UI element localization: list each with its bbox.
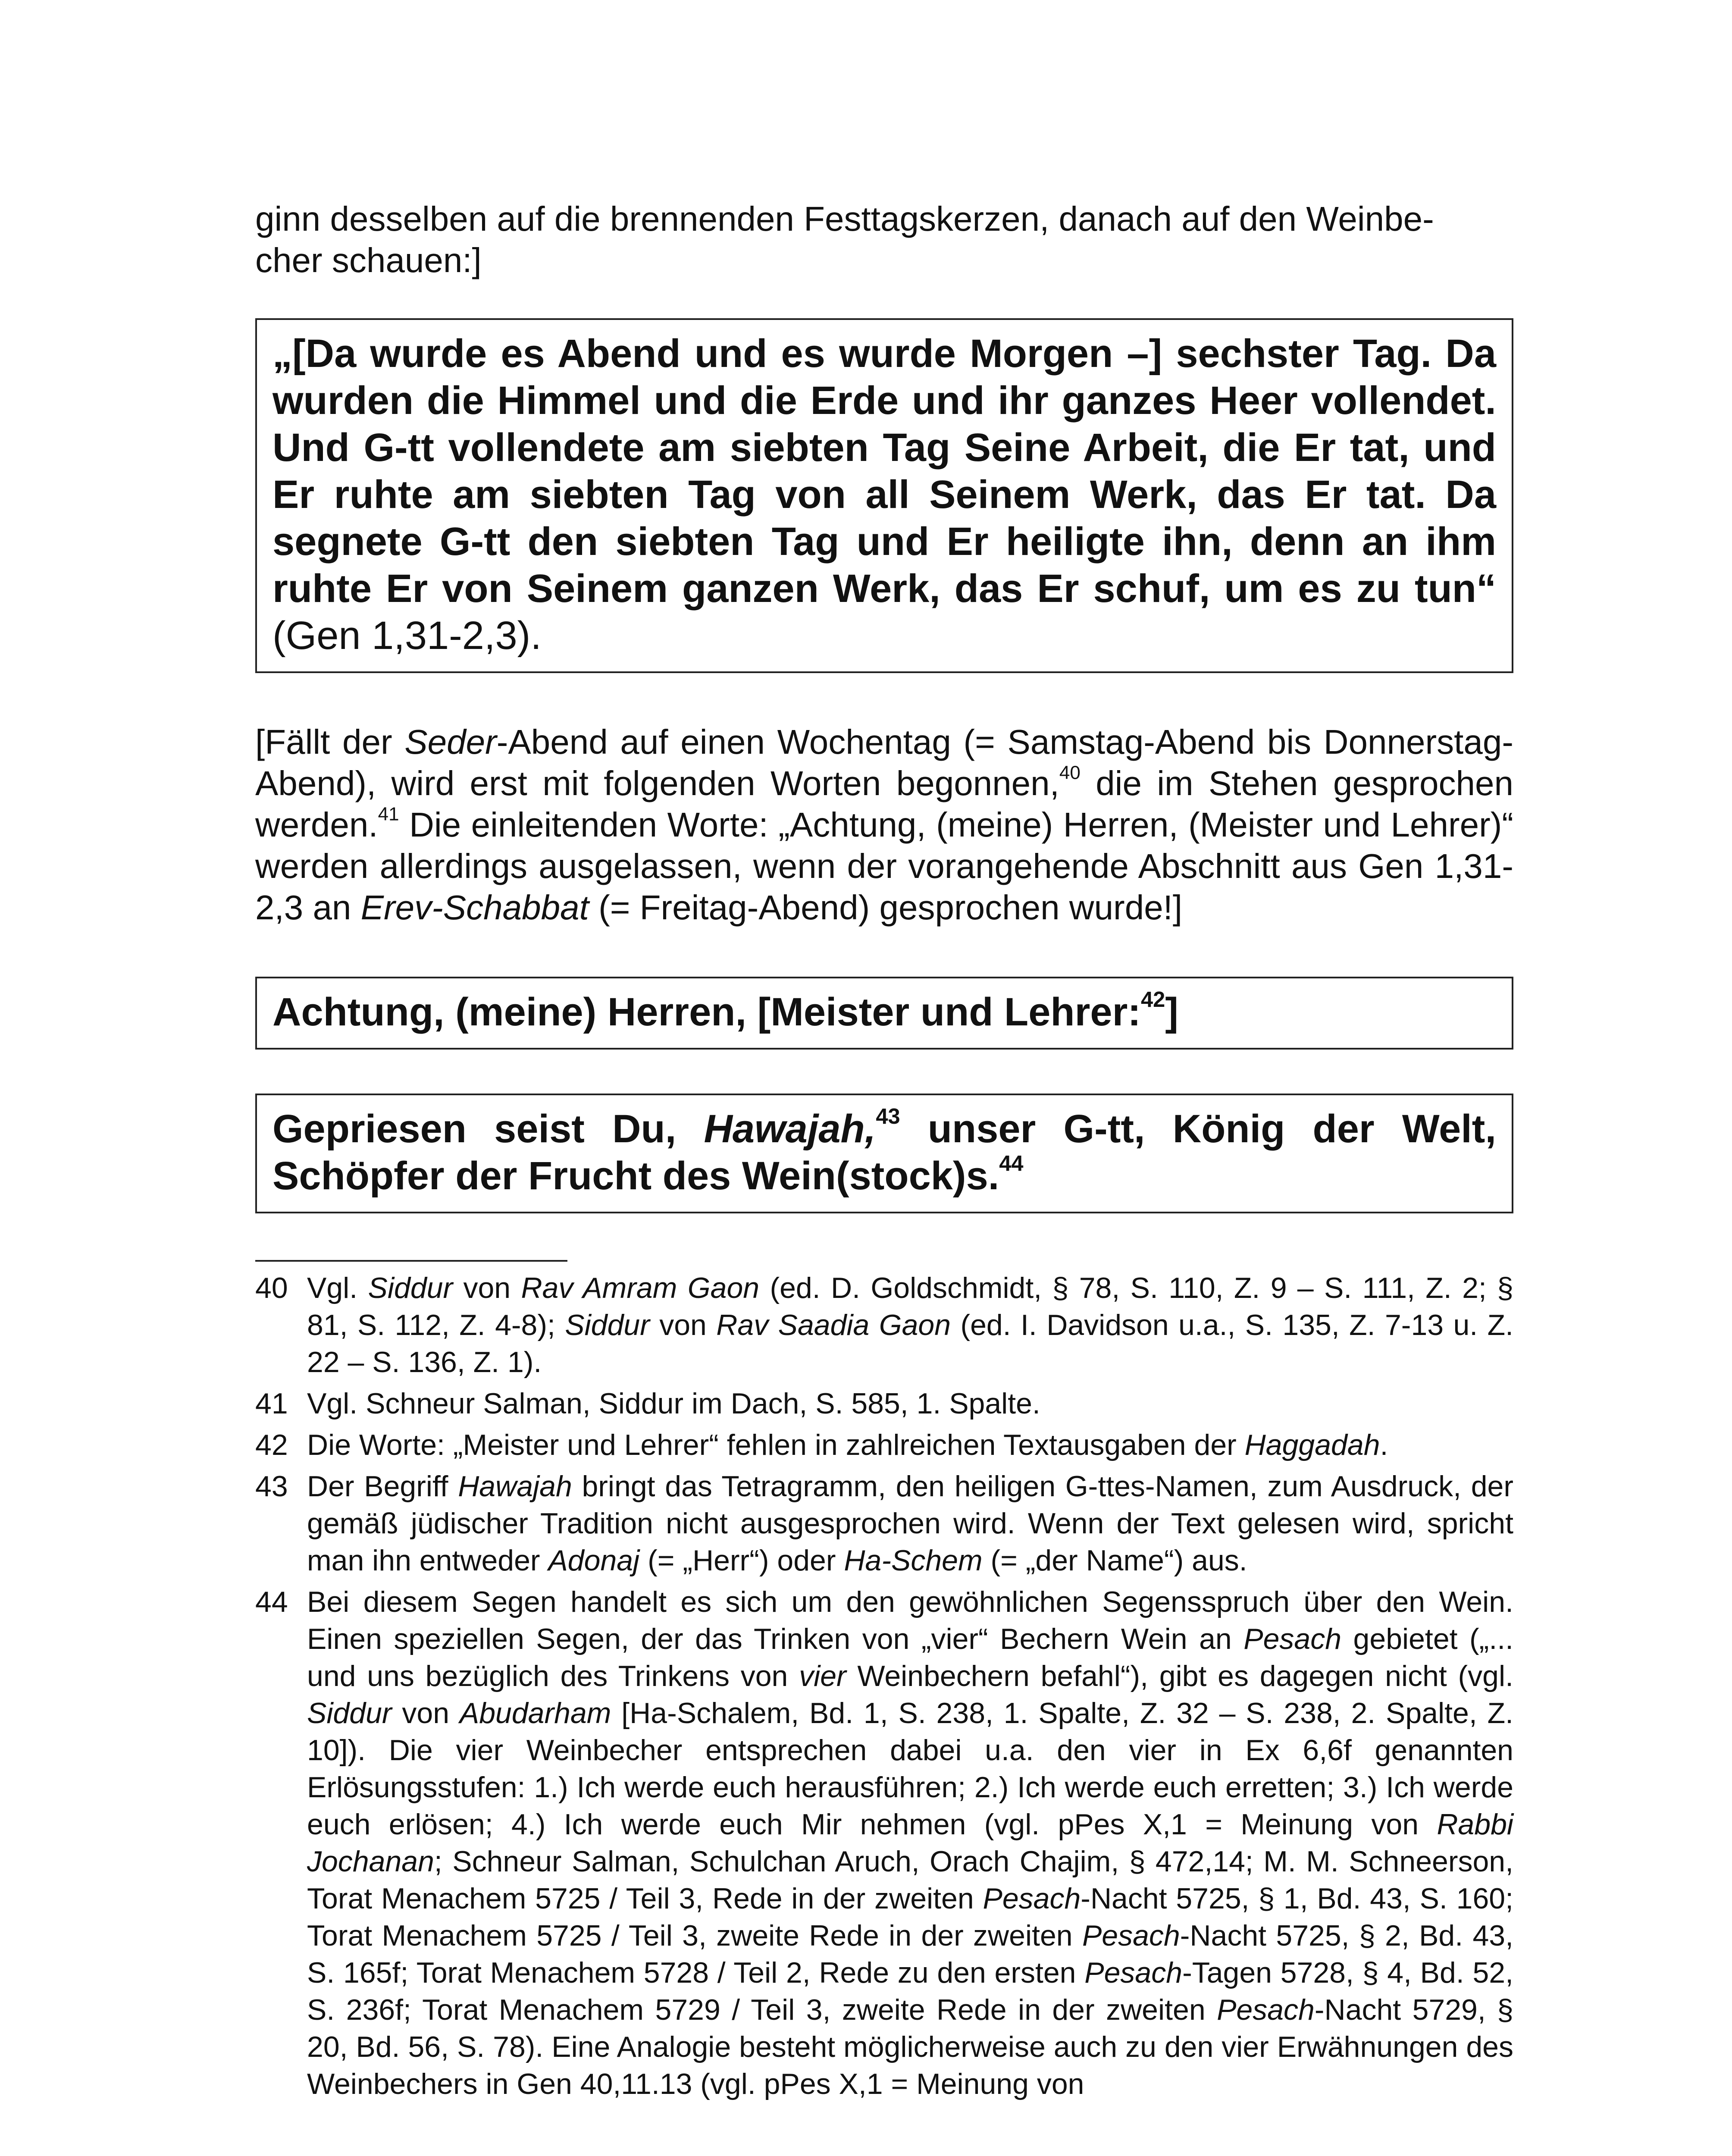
- text-run: Gepriesen seist Du,: [272, 1107, 704, 1151]
- footnote-ref-43[interactable]: 43: [876, 1104, 900, 1128]
- text-run: Achtung, (meine) Herren, [Meister und Lehrer:: [272, 990, 1141, 1034]
- term-seder: Seder: [404, 723, 497, 761]
- genesis-reference: (Gen 1,31-2,3).: [272, 614, 542, 658]
- footnote-ref-41[interactable]: 41: [378, 803, 399, 825]
- footnote-ref-42[interactable]: 42: [1141, 987, 1165, 1012]
- footnote-number: 42: [255, 1429, 288, 1461]
- footnote-43: [255, 1468, 1513, 1579]
- blessing-box: [255, 1094, 1513, 1213]
- text-run: (= Freitag-Abend) gesprochen wurde!]: [589, 888, 1183, 927]
- footnote-text: Vgl. Schneur Salman, Siddur im Dach, S. 585, 1. Spalte.: [307, 1387, 1040, 1420]
- genesis-quote-text: „[Da wurde es Abend und es wurde Morgen –] sechster Tag. Da wurden die Himmel und die Erde und ihr ganzes Heer vollendet. Und G-tt vollendete am siebten Tag Seine Arbeit, die Er tat, und Er ruhte am siebten Tag von all Seinem Werk, das Er tat. Da segnete G-tt den siebten Tag und Er heiligte ihn, denn an ihm ruhte Er von Seinem ganzen Werk, das Er schuf, um es zu tun“: [272, 332, 1496, 611]
- text-run: [Fällt der: [255, 723, 405, 761]
- genesis-quote: [272, 330, 1496, 659]
- intro-line-1: ginn desselben auf die brennenden Festtagskerzen, danach auf den Weinbe-: [255, 200, 1434, 238]
- footnote-number: 43: [255, 1470, 288, 1503]
- footnote-number: 44: [255, 1586, 288, 1618]
- page-body: [255, 198, 1513, 2107]
- footnote-number: 40: [255, 1272, 288, 1304]
- footnote-text: Vgl. Siddur von Rav Amram Gaon (ed. D. Goldschmidt, § 78, S. 110, Z. 9 – S. 111, Z. 2; § 81, S. 112, Z. 4-8); Siddur von Rav Saadia Gaon (ed. I. Davidson u.a., S. 135, Z. 7-13 u. Z. 22 – S. 136, Z. 1).: [307, 1272, 1513, 1379]
- footnote-text: Bei diesem Segen handelt es sich um den gewöhnlichen Segensspruch über den Wein. Einen speziellen Segen, der das Trinken von „vier“ Bechern Wein an Pesach gebietet („... und uns bezüglich des Trinkens von vier Weinbechern befahl“), gibt es dagegen nicht (vgl. Siddur von Abudarham [Ha-Schalem, Bd. 1, S. 238, 1. Spalte, Z. 32 – S. 238, 2. Spalte, Z. 10]). Die vier Weinbecher entsprechen dabei u.a. den vier in Ex 6,6f genannten Erlösungsstufen: 1.) Ich werde euch herausführen; 2.) Ich werde euch erretten; 3.) Ich werde euch erlösen; 4.) Ich werde euch Mir nehmen (vgl. pPes X,1 = Meinung von Rabbi Jochanan; Schneur Salman, Schulchan Aruch, Orach Chajim, § 472,14; M. M. Schneerson, Torat Menachem 5725 / Teil 3, Rede in der zweiten Pesach-Nacht 5725, § 1, Bd. 43, S. 160; Torat Menachem 5725 / Teil 3, zweite Rede in der zweiten Pesach-Nacht 5725, § 2, Bd. 43, S. 165f; Torat Menachem 5728 / Teil 2, Rede zu den ersten Pesach-Tagen 5728, § 4, Bd. 52, S. 236f; Torat Menachem 5729 / Teil 3, zweite Rede in der zweiten Pesach-Nacht 5729, § 20, Bd. 56, S. 78). Eine Analogie besteht möglicherweise auch zu den vier Erwähnungen des Weinbechers in Gen 40,11.13 (vgl. pPes X,1 = Meinung von: [307, 1586, 1514, 2100]
- text-run: -Abend auf einen Wochentag (= Samstag-Abend bis Donnerstag-Abend), wird erst mit folgenden Worten begonnen,: [255, 723, 1513, 802]
- footnote-separator: [255, 1260, 567, 1262]
- attention-box: [255, 977, 1513, 1050]
- text-run: die im Stehen gesprochen werden.: [255, 764, 1514, 844]
- term-erev-schabbat: Erev-Schabbat: [360, 888, 589, 927]
- intro-line-2: cher schauen:]: [255, 241, 482, 279]
- attention-text: [272, 989, 1496, 1036]
- footnote-text: Der Begriff Hawajah bringt das Tetragramm, den heiligen G-ttes-Namen, zum Ausdruck, der gemäß jüdischer Tradition nicht ausgesprochen wird. Wenn der Text gelesen wird, spricht man ihn entweder Adonaj (= „Herr“) oder Ha-Schem (= „der Name“) aus.: [307, 1470, 1514, 1577]
- genesis-quote-box: [255, 318, 1513, 673]
- footnote-44: [255, 1583, 1513, 2103]
- text-run: unser G-tt, König der Welt, Schöpfer der Frucht des Wein(stock)s.: [272, 1107, 1497, 1198]
- text-run: ]: [1165, 990, 1178, 1034]
- intro-paragraph: [255, 198, 1513, 281]
- text-run: Die einleitenden Worte: „Achtung, (meine) Herren, (Meister und Lehrer)“ werden allerdings ausgelassen, wenn der vorangehende Abschnitt aus Gen 1,31-2,3 an: [255, 805, 1513, 927]
- term-hawajah: Hawajah,: [704, 1107, 876, 1151]
- footnote-ref-44[interactable]: 44: [999, 1151, 1024, 1175]
- footnote-text: Die Worte: „Meister und Lehrer“ fehlen in zahlreichen Textausgaben der Haggadah.: [307, 1429, 1388, 1461]
- footnote-number: 41: [255, 1387, 288, 1420]
- blessing-text: [272, 1106, 1496, 1200]
- instruction-paragraph: [255, 721, 1513, 928]
- footnote-42: [255, 1426, 1513, 1463]
- footnote-41: [255, 1385, 1513, 1422]
- footnote-40: [255, 1269, 1513, 1381]
- footnote-ref-40[interactable]: 40: [1059, 762, 1081, 783]
